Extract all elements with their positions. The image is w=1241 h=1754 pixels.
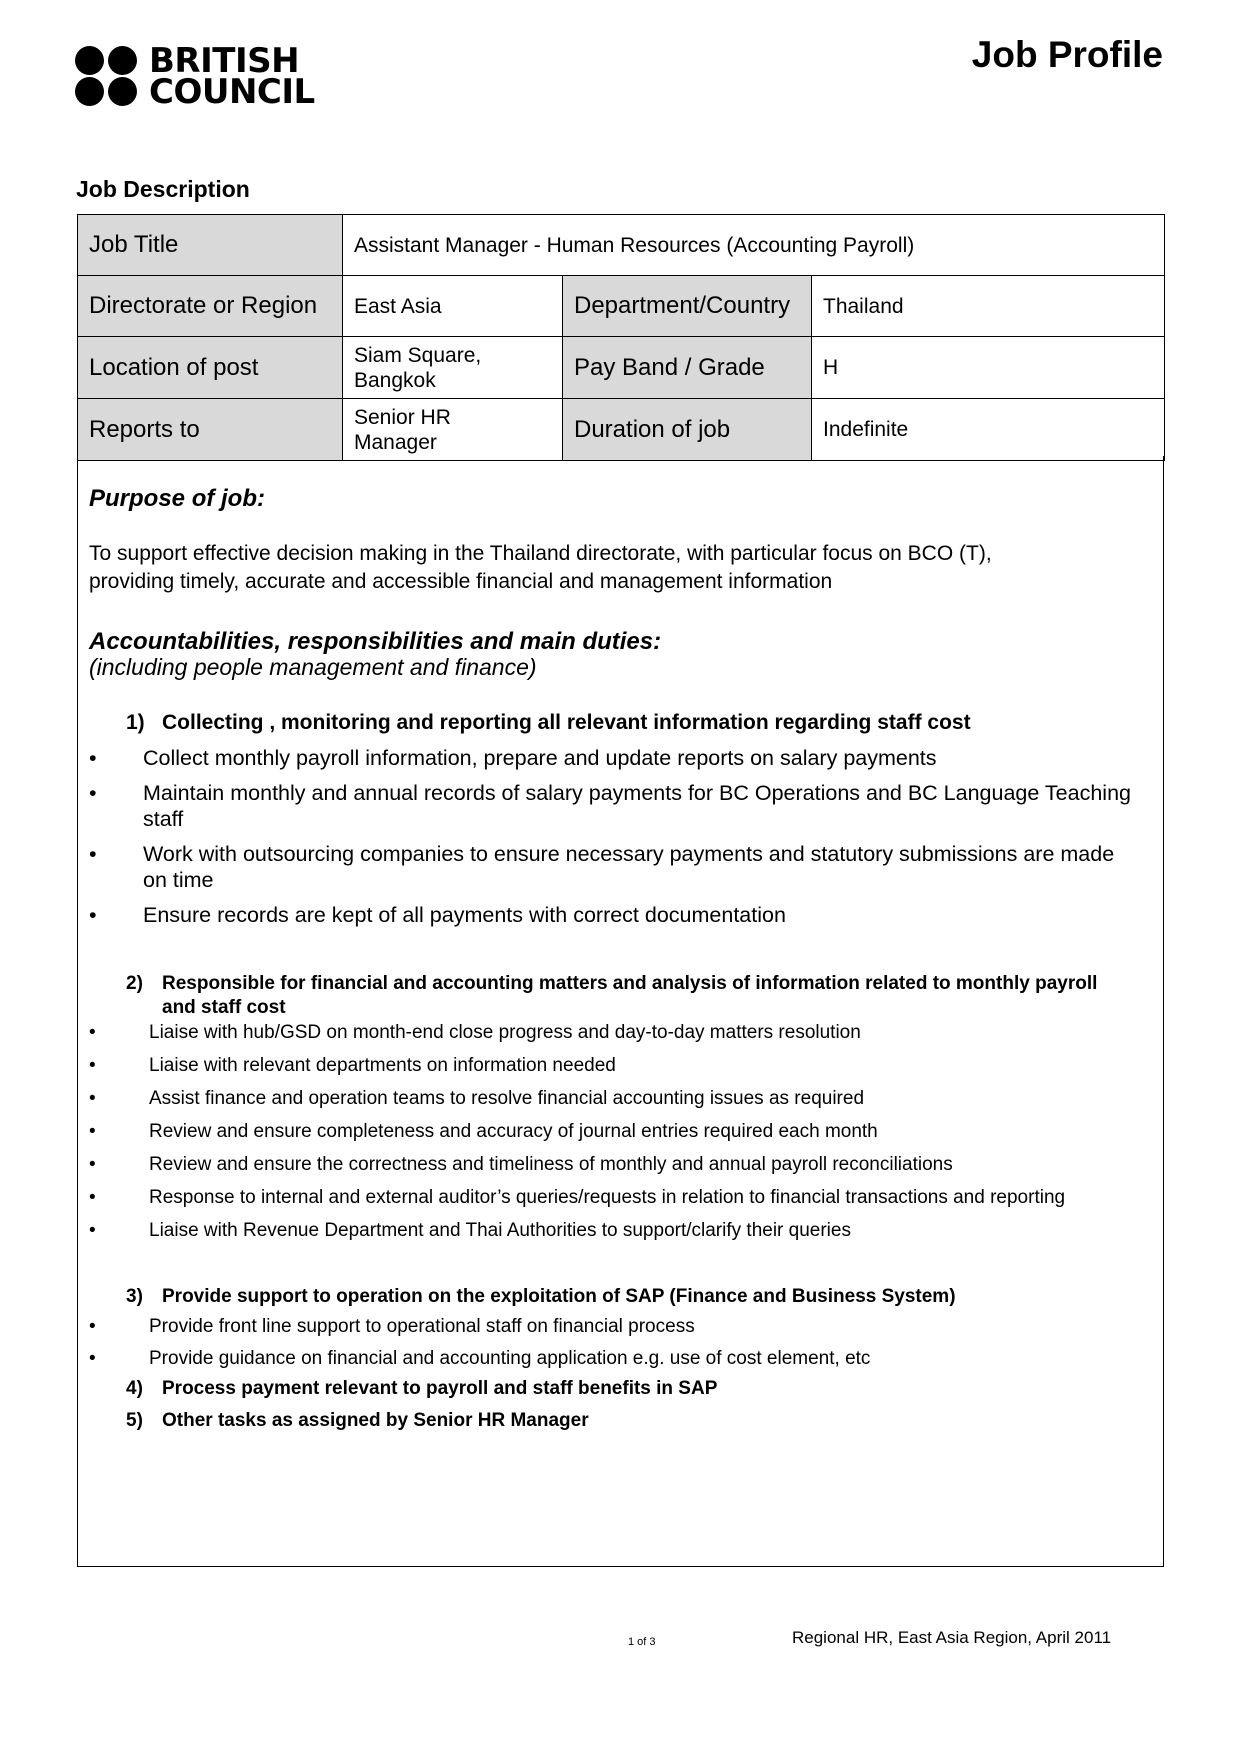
table-row xyxy=(78,399,1165,461)
list-item: • Liaise with relevant departments on information needed xyxy=(89,1055,616,1076)
reports-value-line: Senior HR xyxy=(354,405,451,429)
location-label: Location of post xyxy=(78,337,343,399)
section-title: Other tasks as assigned by Senior HR Manager xyxy=(162,1410,589,1431)
page-title: Job Profile xyxy=(971,34,1163,75)
section-3-bullets xyxy=(89,1315,1159,1380)
table-row xyxy=(78,337,1165,399)
job-title-value: Assistant Manager - Human Resources (Accounting Payroll) xyxy=(343,215,1165,276)
bullet-icon: • xyxy=(89,903,97,927)
logo-dot xyxy=(108,46,137,75)
job-info-table xyxy=(77,214,1165,461)
job-title-label: Job Title xyxy=(78,215,343,276)
bullet-icon: • xyxy=(89,1316,96,1337)
list-item: • Review and ensure completeness and accuracy of journal entries required each month xyxy=(89,1121,878,1142)
bullet-icon: • xyxy=(89,1220,96,1241)
logo-dot xyxy=(75,77,104,106)
logo-dot xyxy=(75,46,104,75)
section-title: Provide support to operation on the exploitation of SAP (Finance and Business System) xyxy=(162,1286,956,1307)
logo-word-council: COUNCIL xyxy=(149,72,315,112)
table-row xyxy=(78,215,1165,276)
duration-label: Duration of job xyxy=(563,399,812,461)
list-item: • Review and ensure the correctness and timeliness of monthly and annual payroll reconciliations xyxy=(89,1154,953,1175)
bullet-icon: • xyxy=(89,842,97,866)
bullet-icon: • xyxy=(89,1022,96,1043)
list-item: • Liaise with hub/GSD on month-end close progress and day-to-day matters resolution xyxy=(89,1022,861,1043)
bullet-icon: • xyxy=(89,1187,96,1208)
section-5-heading xyxy=(126,1409,1136,1433)
payband-label: Pay Band / Grade xyxy=(563,337,812,399)
bullet-icon: • xyxy=(89,1121,96,1142)
section-number: 5) xyxy=(126,1410,143,1431)
section-2-bullets xyxy=(89,1021,1159,1252)
section-3-heading xyxy=(126,1285,1136,1309)
list-item: • Assist finance and operation teams to resolve financial accounting issues as required xyxy=(89,1088,865,1109)
reports-label: Reports to xyxy=(78,399,343,461)
accountabilities-heading: Accountabilities, responsibilities and main duties: xyxy=(89,628,662,655)
section-number: 1) xyxy=(126,711,145,734)
footer-text: Regional HR, East Asia Region, April 2011 xyxy=(792,1628,1112,1647)
duration-value: Indefinite xyxy=(812,399,1165,461)
section-number: 2) xyxy=(126,973,143,994)
list-item: • Maintain monthly and annual records of salary payments for BC Operations and BC Language Teaching staff xyxy=(89,781,1131,831)
directorate-value: East Asia xyxy=(343,276,563,337)
payband-value: H xyxy=(812,337,1165,399)
logo-dot xyxy=(108,77,137,106)
section-1-bullets xyxy=(89,745,1139,937)
section-1-heading xyxy=(126,711,1156,735)
department-value: Thailand xyxy=(812,276,1165,337)
section-heading: Job Description xyxy=(76,176,250,202)
list-item: • Ensure records are kept of all payments with correct documentation xyxy=(89,903,786,927)
logo-dots-icon xyxy=(75,46,143,108)
table-row xyxy=(78,276,1165,337)
british-council-logo xyxy=(75,41,315,112)
list-item: • Response to internal and external auditor’s queries/requests in relation to financial transactions and reporting xyxy=(89,1187,1066,1208)
bullet-icon: • xyxy=(89,1088,96,1109)
page-number: 1 of 3 xyxy=(628,1636,656,1648)
section-title: Process payment relevant to payroll and staff benefits in SAP xyxy=(162,1378,718,1399)
section-2-heading xyxy=(126,972,1136,1020)
reports-value-line: Manager xyxy=(354,430,437,454)
location-value xyxy=(343,337,563,399)
section-4-heading xyxy=(126,1377,1136,1401)
purpose-line: To support effective decision making in the Thailand directorate, with particular focus on BCO (T), xyxy=(89,542,992,565)
bullet-icon: • xyxy=(89,746,97,770)
section-title: Responsible for financial and accounting matters and analysis of information related to monthly payroll and staff cost xyxy=(162,973,1098,1018)
section-title: Collecting , monitoring and reporting all relevant information regarding staff cost xyxy=(162,711,971,734)
purpose-heading: Purpose of job: xyxy=(89,485,265,512)
list-item: • Provide front line support to operational staff on financial process xyxy=(89,1316,695,1337)
directorate-label: Directorate or Region xyxy=(78,276,343,337)
list-item: • Liaise with Revenue Department and Thai Authorities to support/clarify their queries xyxy=(89,1220,851,1241)
logo-word-british: BRITISH xyxy=(149,41,300,81)
list-item: • Collect monthly payroll information, prepare and update reports on salary payments xyxy=(89,746,937,770)
accountabilities-subheading: (including people management and finance) xyxy=(89,654,537,680)
reports-value xyxy=(343,399,563,461)
job-description-body xyxy=(77,456,1164,1567)
department-label: Department/Country xyxy=(563,276,812,337)
section-number: 3) xyxy=(126,1286,143,1307)
section-number: 4) xyxy=(126,1378,143,1399)
list-item: • Work with outsourcing companies to ensure necessary payments and statutory submissions are made on time xyxy=(89,842,1115,892)
purpose-text xyxy=(89,540,992,596)
bullet-icon: • xyxy=(89,1348,96,1369)
location-value-line: Siam Square, xyxy=(354,343,482,367)
location-value-line: Bangkok xyxy=(354,368,436,392)
bullet-icon: • xyxy=(89,1055,96,1076)
bullet-icon: • xyxy=(89,781,97,805)
list-item: • Provide guidance on financial and accounting application e.g. use of cost element, etc xyxy=(89,1348,871,1369)
purpose-line: providing timely, accurate and accessible financial and management information xyxy=(89,570,833,593)
bullet-icon: • xyxy=(89,1154,96,1175)
